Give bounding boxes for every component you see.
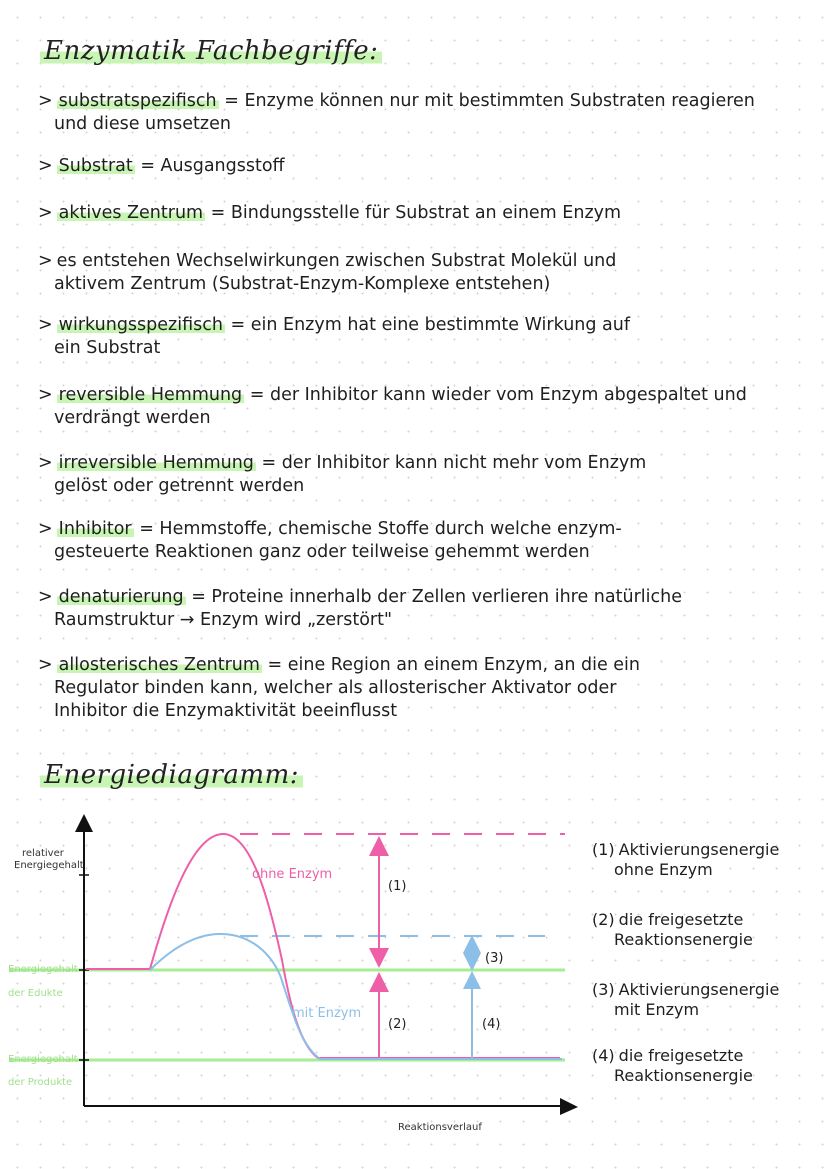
marker-3: (3) <box>485 951 504 966</box>
term: aktives Zentrum <box>58 203 204 223</box>
list-item: > Substrat = Ausgangsstoff <box>38 156 285 176</box>
list-item: > aktives Zentrum = Bindungsstelle für Substrat an einem Enzym <box>38 203 622 223</box>
educt-level-label: Energiegehalt <box>8 964 78 975</box>
legend-item: (1) Aktivierungsenergie ohne Enzym <box>592 840 780 879</box>
list-item: > allosterisches Zentrum = eine Region an einem Enzym, an die ein Regulator binden kann, welcher als allosterischer Aktivator oder Inhibitor die Enzymaktivität beeinflusst <box>38 655 641 721</box>
term: reversible Hemmung <box>58 385 243 405</box>
product-level-label: der Produkte <box>8 1077 73 1088</box>
product-level-label: Energiegehalt <box>8 1054 78 1065</box>
curve-with-label: mit Enzym <box>292 1006 362 1021</box>
x-axis-label: Reaktionsverlauf <box>398 1122 482 1133</box>
list-item: > wirkungsspezifisch = ein Enzym hat eine bestimmte Wirkung auf ein Substrat <box>38 315 631 358</box>
list-item: > es entstehen Wechselwirkungen zwischen Substrat Molekül und aktivem Zentrum (Substrat-Enzym-Komplexe entstehen) <box>38 251 617 294</box>
x-axis-arrowhead <box>560 1098 578 1115</box>
term: allosterisches Zentrum <box>58 655 260 675</box>
marker-1: (1) <box>388 879 407 894</box>
page-title: Enzymatik Fachbegriffe: <box>40 36 382 66</box>
term: Substrat <box>58 156 133 176</box>
term: denaturierung <box>58 587 184 607</box>
y-axis-label: Energiegehalt <box>14 860 84 871</box>
legend-item: (3) Aktivierungsenergie mit Enzym <box>592 980 780 1019</box>
legend-item: (2) die freigesetzte Reaktionsenergie <box>592 910 753 949</box>
marker-4: (4) <box>482 1017 501 1032</box>
y-axis-label: relativer <box>22 848 64 859</box>
y-axis-arrowhead <box>75 814 93 832</box>
list-item: > denaturierung = Proteine innerhalb der Zellen verlieren ihre natürliche Raumstruktur → Enzym wird „zerstört" <box>38 587 682 630</box>
list-item: > Inhibitor = Hemmstoffe, chemische Stoffe durch welche enzym- gesteuerte Reaktionen ganz oder teilweise gehemmt werden <box>38 519 622 562</box>
term: wirkungsspezifisch <box>58 315 223 335</box>
diagram-heading: Energiediagramm: <box>40 760 303 790</box>
list-item: > irreversible Hemmung = der Inhibitor kann nicht mehr vom Enzym gelöst oder getrennt werden <box>38 453 647 496</box>
list-item: > reversible Hemmung = der Inhibitor kann wieder vom Enzym abgespaltet und verdrängt werden <box>38 385 747 428</box>
educt-level-label: der Edukte <box>8 988 63 999</box>
legend-item: (4) die freigesetzte Reaktionsenergie <box>592 1046 753 1085</box>
term: substratspezifisch <box>58 91 217 111</box>
list-item: > substratspezifisch = Enzyme können nur mit bestimmten Substraten reagieren und diese umsetzen <box>38 91 755 134</box>
term: irreversible Hemmung <box>58 453 254 473</box>
curve-without-label: ohne Enzym <box>252 867 333 882</box>
marker-2: (2) <box>388 1017 407 1032</box>
term: Inhibitor <box>58 519 132 539</box>
